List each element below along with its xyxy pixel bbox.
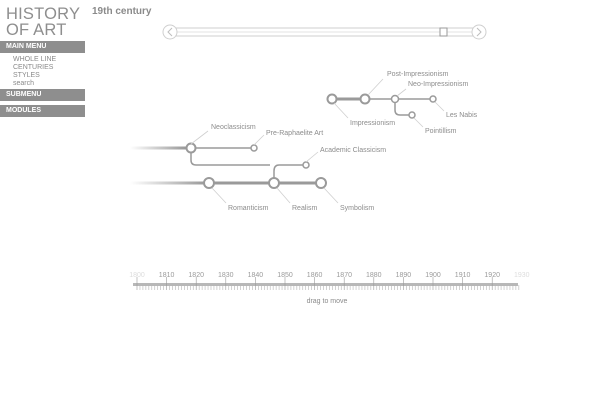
label-pre-raphaelite[interactable]: Pre-Raphaelite Art (266, 130, 324, 137)
main-menu-button[interactable]: MAIN MENU (0, 41, 85, 53)
neo-impressionism-node[interactable] (392, 96, 399, 103)
pointillism-node[interactable] (409, 112, 415, 118)
menu-item-whole-line[interactable]: WHOLE LINE (13, 56, 57, 63)
label-post-impressionism[interactable]: Post-Impressionism (387, 71, 449, 78)
label-romanticism[interactable]: Romanticism (228, 205, 269, 212)
label-academic-classicism[interactable]: Academic Classicism (320, 147, 387, 154)
ruler-year-label: 1810 (158, 272, 175, 279)
menu-item-styles[interactable]: STYLES (13, 72, 40, 79)
academic-classicism-node[interactable] (303, 162, 309, 168)
ruler-year-label: 1900 (425, 272, 441, 279)
logo-line-1: HISTORY (6, 5, 81, 23)
ruler-year-label: 1840 (247, 272, 264, 279)
scroll-thumb[interactable] (440, 28, 447, 36)
scroll-right-icon[interactable] (472, 25, 486, 39)
ruler-year-label: 1920 (484, 272, 500, 279)
ruler-year-label: 1910 (454, 272, 471, 279)
ruler-year-label: 1850 (277, 272, 293, 279)
label-les-nabis[interactable]: Les Nabis (446, 112, 478, 119)
label-pointillism[interactable]: Pointillism (425, 128, 457, 135)
pre-raphaelite-node[interactable] (251, 145, 257, 151)
drag-hint: drag to move (306, 298, 348, 305)
ruler-year-label: 1820 (188, 272, 204, 279)
ruler-year-label: 1870 (336, 272, 352, 279)
ruler-year-label: 1860 (306, 272, 323, 279)
ruler-year-label: 1800 (129, 272, 145, 279)
les-nabis-node[interactable] (430, 96, 436, 102)
menu-item-centuries[interactable]: CENTURIES (13, 64, 54, 71)
romanticism-node[interactable] (204, 178, 214, 188)
post-impressionism-node[interactable] (361, 95, 370, 104)
symbolism-node[interactable] (316, 178, 326, 188)
realism-node[interactable] (269, 178, 279, 188)
menu-item-search[interactable]: search (13, 80, 35, 87)
label-neo-impressionism[interactable]: Neo-Impressionism (408, 81, 469, 88)
romanticism-line[interactable] (130, 152, 338, 203)
label-impressionism[interactable]: Impressionism (350, 120, 396, 127)
ruler-bar[interactable] (133, 283, 518, 286)
ruler-year-label: 1930 (514, 272, 530, 279)
year-ruler[interactable] (129, 272, 529, 290)
label-neoclassicism[interactable]: Neoclassicism (211, 124, 256, 131)
label-symbolism[interactable]: Symbolism (340, 205, 375, 212)
scroll-left-icon[interactable] (163, 25, 177, 39)
neoclassicism-node[interactable] (187, 144, 196, 153)
logo-line-2: OF ART (6, 21, 67, 39)
ruler-year-label: 1880 (366, 272, 382, 279)
ruler-year-label: 1890 (395, 272, 412, 279)
era-title: 19th century (92, 6, 152, 17)
modules-button[interactable]: MODULES (0, 105, 85, 117)
impressionism-node[interactable] (328, 95, 337, 104)
period-scrollbar[interactable] (170, 28, 478, 36)
ruler-year-label: 1830 (218, 272, 234, 279)
label-realism[interactable]: Realism (292, 205, 318, 212)
neoclassicism-line[interactable] (130, 131, 270, 165)
submenu-button[interactable]: SUBMENU (0, 89, 85, 101)
